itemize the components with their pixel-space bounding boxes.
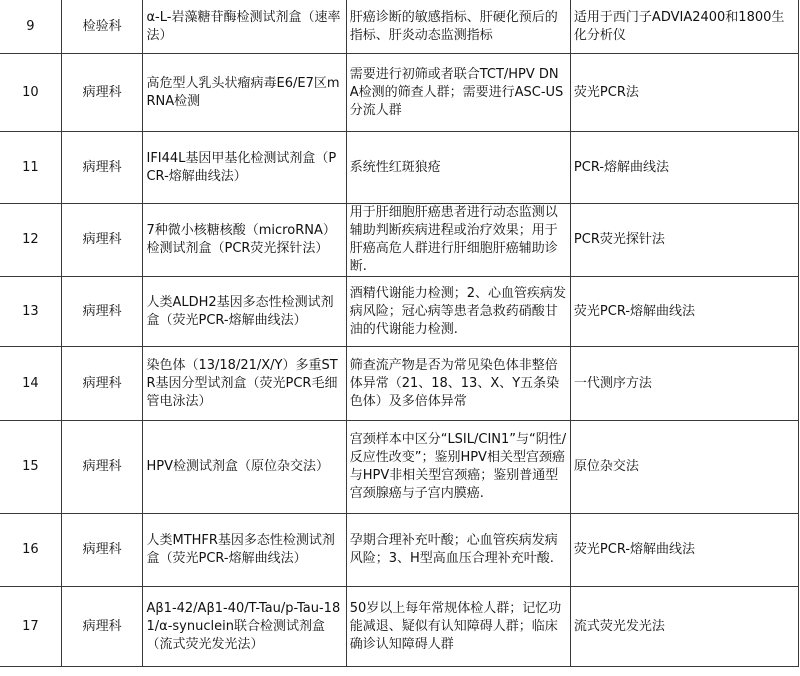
department: 病理科 [61,587,143,667]
test-method: 荧光PCR-熔解曲线法 [570,514,798,587]
table-row [0,54,799,132]
row-number: 12 [0,204,61,277]
row-number: 13 [0,277,61,347]
reagent-name: IFI44L基因甲基化检测试剂盒（PCR-熔解曲线法） [143,132,346,204]
table-row [0,587,799,667]
test-method: 一代测序方法 [570,347,798,421]
row-number: 15 [0,421,61,514]
department: 病理科 [61,132,143,204]
clinical-use: 需要进行初筛或者联合TCT/HPV DNA检测的筛查人群；需要进行ASC-US分流人群 [346,54,570,132]
table-row [0,0,799,54]
clinical-use: 宫颈样本中区分“LSIL/CIN1”与“阴性/反应性改变”；鉴别HPV相关型宫颈癌与HPV非相关型宫颈癌；鉴别普通型宫颈腺癌与子宫内膜癌. [346,421,570,514]
clinical-use: 用于肝细胞肝癌患者进行动态监测以辅助判断疾病进程或治疗效果；用于肝癌高危人群进行肝细胞肝癌辅助诊断. [346,204,570,277]
row-number: 9 [0,0,61,54]
test-method: 荧光PCR-熔解曲线法 [570,277,798,347]
table-row [0,514,799,587]
test-method: 适用于西门子ADVIA2400和1800生化分析仪 [570,0,798,54]
table-row [0,277,799,347]
clinical-use: 孕期合理补充叶酸；心血管疾病发病风险；3、H型高血压合理补充叶酸. [346,514,570,587]
table-row [0,132,799,204]
test-method: 流式荧光发光法 [570,587,798,667]
row-number: 14 [0,347,61,421]
reagent-name: α-L-岩藻糖苷酶检测试剂盒（速率法） [143,0,346,54]
reagent-name: 染色体（13/18/21/X/Y）多重STR基因分型试剂盒（荧光PCR毛细管电泳法） [143,347,346,421]
clinical-use: 筛查流产物是否为常见染色体非整倍体异常（21、18、13、X、Y五条染色体）及多倍体异常 [346,347,570,421]
clinical-use: 50岁以上每年常规体检人群；记忆功能减退、疑似有认知障碍人群；临床确诊认知障碍人群 [346,587,570,667]
row-number: 16 [0,514,61,587]
department: 病理科 [61,421,143,514]
reagent-name: HPV检测试剂盒（原位杂交法） [143,421,346,514]
department: 病理科 [61,204,143,277]
department: 病理科 [61,54,143,132]
table-row [0,347,799,421]
department: 病理科 [61,347,143,421]
department: 检验科 [61,0,143,54]
department: 病理科 [61,514,143,587]
reagent-name: 人类ALDH2基因多态性检测试剂盒（荧光PCR-熔解曲线法） [143,277,346,347]
test-method: 原位杂交法 [570,421,798,514]
test-method: 荧光PCR法 [570,54,798,132]
reagent-name: Aβ1-42/Aβ1-40/T-Tau/p-Tau-181/α-synuclein联合检测试剂盒（流式荧光发光法） [143,587,346,667]
row-number: 11 [0,132,61,204]
row-number: 10 [0,54,61,132]
row-number: 17 [0,587,61,667]
clinical-use: 肝癌诊断的敏感指标、肝硬化预后的指标、肝炎动态监测指标 [346,0,570,54]
table-row [0,204,799,277]
clinical-use: 系统性红斑狼疮 [346,132,570,204]
reagent-name: 7种微小核糖核酸（microRNA）检测试剂盒（PCR荧光探针法） [143,204,346,277]
reagent-name: 高危型人乳头状瘤病毒E6/E7区mRNA检测 [143,54,346,132]
clinical-use: 酒精代谢能力检测；2、心血管疾病发病风险；冠心病等患者急救药硝酸甘油的代谢能力检测. [346,277,570,347]
test-method: PCR荧光探针法 [570,204,798,277]
reagent-name: 人类MTHFR基因多态性检测试剂盒（荧光PCR-熔解曲线法） [143,514,346,587]
department: 病理科 [61,277,143,347]
table-row [0,421,799,514]
test-method: PCR-熔解曲线法 [570,132,798,204]
